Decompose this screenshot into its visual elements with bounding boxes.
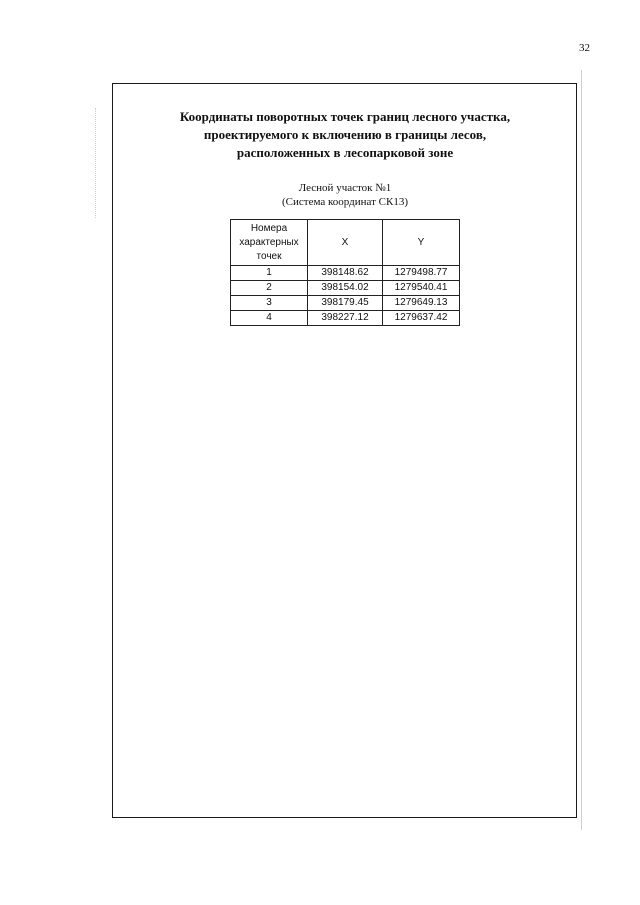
point-number-cell: 3 xyxy=(231,296,308,311)
title-line-2: проектируемого к включению в границы лесов, xyxy=(203,127,487,142)
x-cell: 398179.45 xyxy=(308,296,383,311)
table-row xyxy=(231,296,460,311)
title-line-3: расположенных в лесопарковой зоне xyxy=(236,145,454,160)
table-header-row xyxy=(231,220,460,266)
page-edge-line xyxy=(581,70,582,830)
table-row xyxy=(231,266,460,281)
header-point-number: Номера характерных точек xyxy=(231,220,308,266)
x-cell: 398227.12 xyxy=(308,311,383,326)
table-row xyxy=(231,281,460,296)
y-cell: 1279637.42 xyxy=(383,311,460,326)
coordinates-table xyxy=(230,219,460,326)
point-number-cell: 2 xyxy=(231,281,308,296)
y-cell: 1279540.41 xyxy=(383,281,460,296)
y-cell: 1279649.13 xyxy=(383,296,460,311)
coordinate-system: (Система координат СК13) xyxy=(282,196,408,208)
title-line-1: Координаты поворотных точек границ лесного участка, xyxy=(179,109,511,124)
y-cell: 1279498.77 xyxy=(383,266,460,281)
table-row xyxy=(231,311,460,326)
document-subtitle xyxy=(200,181,490,209)
point-number-cell: 1 xyxy=(231,266,308,281)
point-number-cell: 4 xyxy=(231,311,308,326)
header-y: Y xyxy=(383,220,460,266)
x-cell: 398148.62 xyxy=(308,266,383,281)
plot-name: Лесной участок №1 xyxy=(298,182,392,194)
x-cell: 398154.02 xyxy=(308,281,383,296)
page-number: 32 xyxy=(579,42,590,54)
header-x: X xyxy=(308,220,383,266)
scan-margin-mark xyxy=(95,108,96,218)
document-title xyxy=(140,108,550,162)
